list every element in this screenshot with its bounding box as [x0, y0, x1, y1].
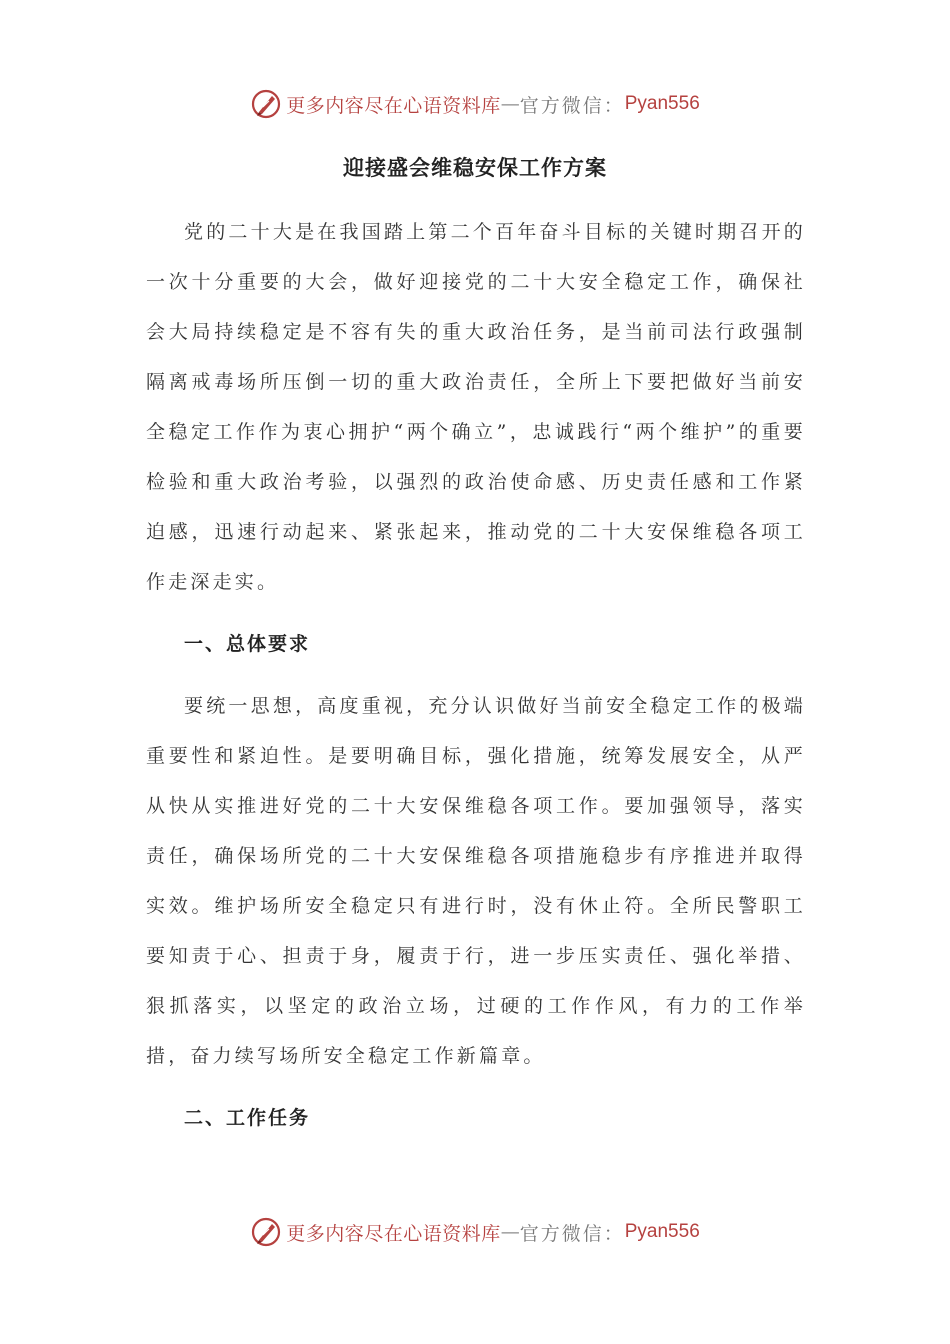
document-body	[146, 207, 806, 1143]
section-heading-1: 一、总体要求	[184, 633, 311, 655]
header-banner	[0, 84, 950, 124]
banner-dash: —	[500, 1221, 520, 1243]
library-slogan: 更多内容尽在心语资料库	[286, 1222, 501, 1245]
intro-paragraph: 党的二十大是在我国踏上第二个百年奋斗目标的关键时期召开的一次十分重要的大会，做好迎接党的二十大安全稳定工作，确保社会大局持续稳定是不容有失的重大政治任务，是当前司法行政强制隔离戒毒场所压倒一切的重大政治责任，全所上下要把做好当前安全稳定工作作为衷心拥护“两个确立”，忠诚践行“两个维护”的重要检验和重大政治考验，以强烈的政治使命感、历史责任感和工作紧迫感，迅速行动起来、紧张起来，推动党的二十大安保维稳各项工作走深走实。	[146, 221, 806, 593]
library-slogan: 更多内容尽在心语资料库	[286, 94, 501, 117]
quill-pen-logo-icon	[250, 88, 282, 120]
section-heading-2: 二、工作任务	[184, 1107, 311, 1129]
banner-dash: —	[500, 93, 520, 115]
spacer	[146, 669, 806, 681]
spacer	[146, 607, 806, 619]
wechat-label: 官方微信：	[519, 1222, 625, 1245]
section-1-paragraph: 要统一思想，高度重视，充分认识做好当前安全稳定工作的极端重要性和紧迫性。是要明确目标，强化措施，统筹发展安全，从严从快从实推进好党的二十大安保维稳各项工作。要加强领导，落实责任，确保场所党的二十大安保维稳各项措施稳步有序推进并取得实效。维护场所安全稳定只有进行时，没有休止符。全所民警职工要知责于心、担责于身，履责于行，进一步压实责任、强化举措、狠抓落实，以坚定的政治立场，过硬的工作作风，有力的工作举措，奋力续写场所安全稳定工作新篇章。	[146, 695, 806, 1067]
document-title: 迎接盛会维稳安保工作方案	[343, 156, 607, 180]
spacer	[146, 1081, 806, 1093]
wechat-label: 官方微信：	[519, 94, 625, 117]
quill-pen-logo-icon	[250, 1216, 282, 1248]
wechat-id: Pyan556	[624, 1221, 700, 1242]
footer-banner	[0, 1212, 950, 1252]
wechat-id: Pyan556	[624, 93, 700, 114]
